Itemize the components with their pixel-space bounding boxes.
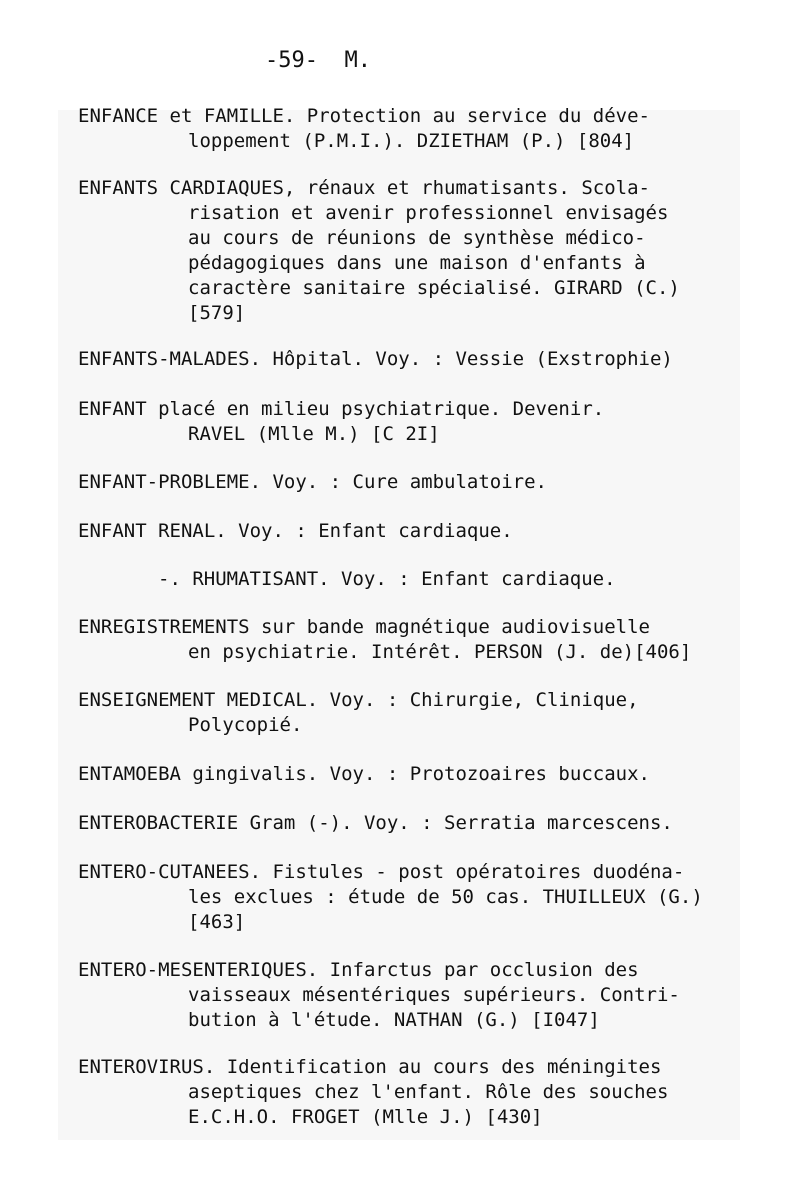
entry-line: risation et avenir professionnel envisagés: [188, 202, 669, 224]
entry-line: aseptiques chez l'enfant. Rôle des souches: [188, 1081, 669, 1103]
entry-line: ENREGISTREMENTS sur bande magnétique audiovisuelle: [78, 616, 650, 638]
entry-line: ENFANTS-MALADES. Hôpital. Voy. : Vessie (Exstrophie): [78, 348, 673, 370]
page-number: -59-: [265, 48, 318, 73]
entry-line: caractère sanitaire spécialisé. GIRARD (C.): [188, 277, 680, 299]
index-entry: [78, 347, 673, 372]
entry-line: ENFANT RENAL. Voy. : Enfant cardiaque.: [78, 520, 513, 542]
section-letter: M.: [344, 48, 371, 73]
entry-line: ENTAMOEBA gingivalis. Voy. : Protozoaires buccaux.: [78, 763, 650, 785]
index-entry: [78, 762, 650, 787]
entry-line: [579]: [188, 302, 246, 324]
entry-line: loppement (P.M.I.). DZIETHAM (P.) [804]: [188, 130, 635, 152]
index-entry: [78, 470, 547, 495]
entry-line: ENTERO-MESENTERIQUES. Infarctus par occlusion des: [78, 959, 639, 981]
entry-line: E.C.H.O. FROGET (Mlle J.) [430]: [188, 1106, 543, 1128]
entry-line: ENSEIGNEMENT MEDICAL. Voy. : Chirurgie, Clinique,: [78, 689, 639, 711]
entry-line: vaisseaux mésentériques supérieurs. Contri-: [188, 984, 680, 1006]
index-entry: [78, 176, 680, 326]
entry-line: bution à l'étude. NATHAN (G.) [I047]: [188, 1009, 600, 1031]
entry-line: RAVEL (Mlle M.) [C 2I]: [188, 423, 440, 445]
entry-line: ENFANT placé en milieu psychiatrique. Devenir.: [78, 398, 605, 420]
index-entry: [78, 519, 513, 544]
page-header: [265, 48, 371, 73]
entry-line: Polycopié.: [188, 714, 303, 736]
entry-line: au cours de réunions de synthèse médico-: [188, 227, 646, 249]
index-entry: [78, 397, 604, 447]
index-entry: [78, 688, 639, 738]
entry-line: en psychiatrie. Intérêt. PERSON (J. de)[406]: [188, 641, 692, 663]
entry-line: -. RHUMATISANT. Voy. : Enfant cardiaque.: [158, 568, 616, 590]
entry-line: ENFANT-PROBLEME. Voy. : Cure ambulatoire.: [78, 471, 547, 493]
index-entry: [78, 104, 650, 154]
entry-line: ENFANTS CARDIAQUES, rénaux et rhumatisants. Scola-: [78, 177, 650, 199]
index-entry: [78, 567, 616, 592]
entry-line: ENTEROBACTERIE Gram (-). Voy. : Serratia marcescens.: [78, 812, 673, 834]
entry-line: ENFANCE et FAMILLE. Protection au service du déve-: [78, 105, 650, 127]
index-entry: [78, 1055, 668, 1130]
index-entry: [78, 811, 673, 836]
entry-line: ENTERO-CUTANEES. Fistules - post opératoires duodéna-: [78, 861, 685, 883]
index-entry: [78, 615, 691, 665]
entry-line: pédagogiques dans une maison d'enfants à: [188, 252, 646, 274]
entry-line: ENTEROVIRUS. Identification au cours des méningites: [78, 1056, 662, 1078]
index-entry: [78, 958, 680, 1033]
entry-line: [463]: [188, 911, 246, 933]
entry-line: les exclues : étude de 50 cas. THUILLEUX (G.): [188, 886, 703, 908]
index-entry: [78, 860, 703, 935]
